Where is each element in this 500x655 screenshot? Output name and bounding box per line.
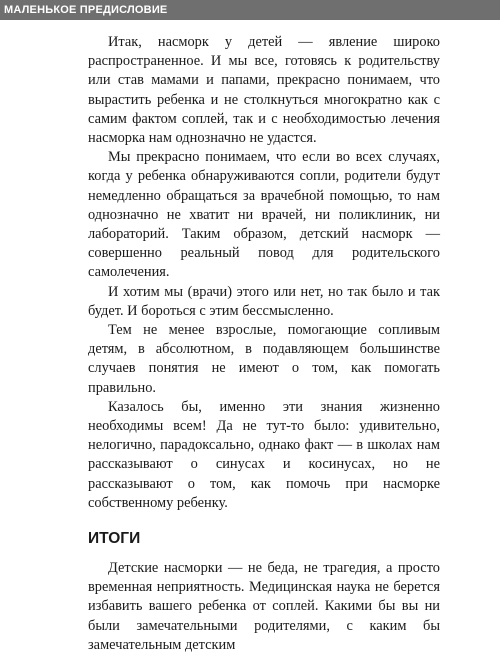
paragraph-5: Казалось бы, именно эти знания жизненно необходимы всем! Да не тут-то было: удивительно, нелогично, парадоксально, однако факт — в школах нам рассказывают о синусах и косинусах, но не рассказывают о том, как помочь при насморке собственному ребенку. — [88, 398, 440, 511]
paragraph-3: И хотим мы (врачи) этого или нет, но так было и так будет. И бороться с этим бессмысленно. — [88, 283, 440, 319]
paragraph-1: Итак, насморк у детей — явление широко распространенное. И мы все, готовясь к родительству или став мамами и папами, прекрасно понимаем, что вырастить ребенка и не столкнуться многократно как с самим фактом соплей, так и с необходимостью лечения насморка нам однозначно не удастся. — [88, 34, 440, 147]
page-body — [88, 33, 440, 655]
running-header — [0, 0, 500, 20]
paragraph-4: Тем не менее взрослые, помогающие сопливым детям, в абсолютном, в подавляющем большинстве случаев понятия не имеют о том, как помогать правильно. — [88, 322, 440, 396]
running-title: МАЛЕНЬКОЕ ПРЕДИСЛОВИЕ — [4, 4, 168, 16]
paragraph-2: Мы прекрасно понимаем, что если во всех случаях, когда у ребенка обнаруживаются сопли, родители будут немедленно обращаться за врачебной помощью, то нам однозначно не хватит ни врачей, ни поликлиник, ни лабораторий. Таким образом, детский насморк — совершенно реальный повод для родительского самолечения. — [88, 149, 440, 281]
section-heading: ИТОГИ — [88, 530, 141, 548]
section-paragraph: Детские насморки — не беда, не трагедия, а просто временная неприятность. Медицинская наука не берется избавить вашего ребенка от соплей. Какими бы вы ни были замечательными родителями, с каким бы замечательным детским — [88, 560, 440, 653]
